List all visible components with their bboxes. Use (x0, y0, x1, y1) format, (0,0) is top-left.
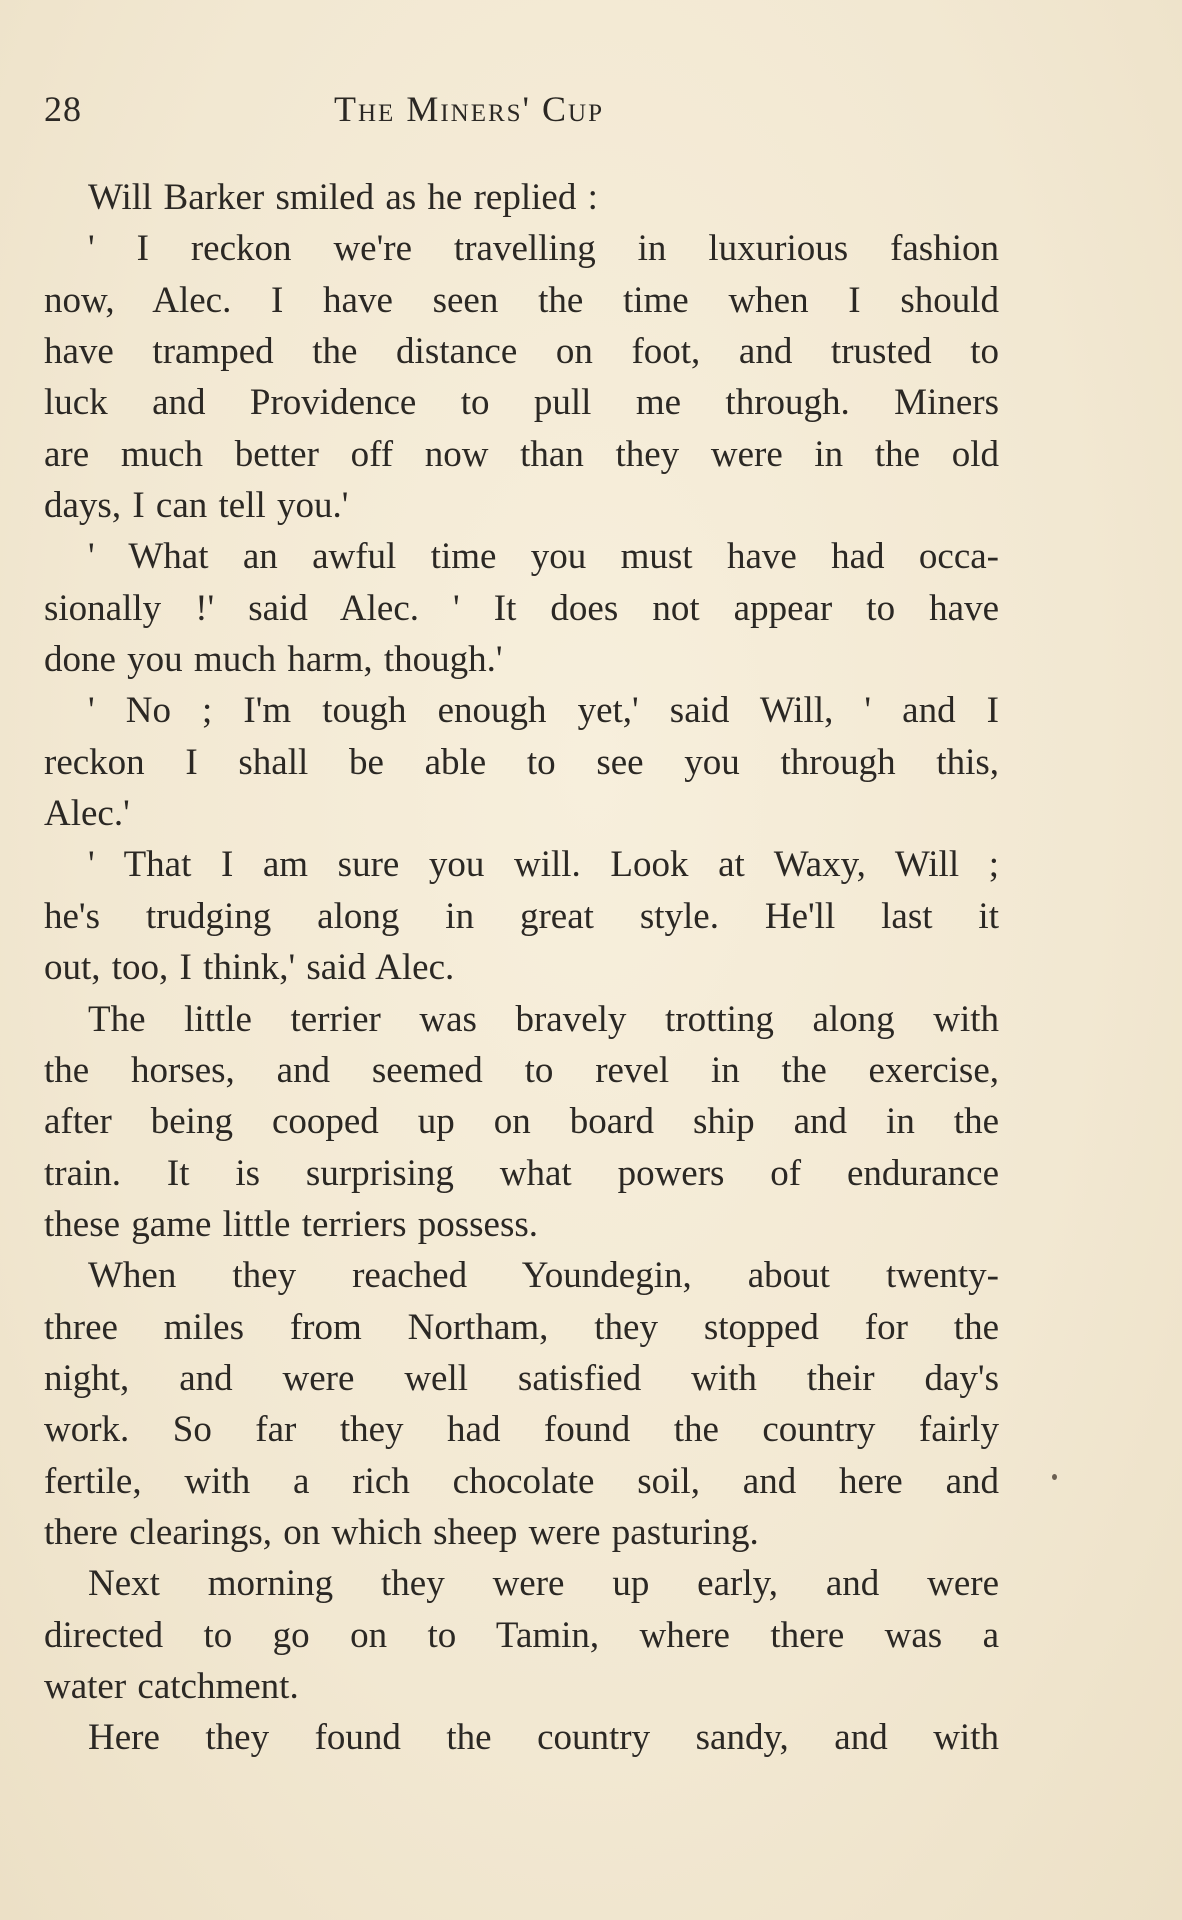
text-line: Here they found the country sandy, and with (88, 1717, 999, 1759)
text-line: after being cooped up on board ship and in the (44, 1101, 999, 1143)
text-line: ' I reckon we're travelling in luxurious fashion (88, 228, 999, 270)
text-line: directed to go on to Tamin, where there was a (44, 1614, 999, 1656)
text-line: sionally !' said Alec. ' It does not appear to have (44, 587, 999, 629)
text-line: work. So far they had found the country fairly (44, 1409, 999, 1451)
text-line: three miles from Northam, they stopped for the (44, 1306, 999, 1348)
text-line: When they reached Youndegin, about twenty- (88, 1255, 999, 1297)
text-line: water catchment. (44, 1665, 299, 1707)
text-line: have tramped the distance on foot, and trusted to (44, 331, 999, 373)
body-text (44, 172, 999, 1764)
text-line: there clearings, on which sheep were pasturing. (44, 1511, 759, 1553)
text-line: fertile, with a rich chocolate soil, and here and (44, 1460, 999, 1502)
text-line: night, and were well satisfied with their day's (44, 1357, 999, 1399)
text-line: Alec.' (44, 793, 130, 835)
text-line: these game little terriers possess. (44, 1203, 539, 1245)
text-line: now, Alec. I have seen the time when I should (44, 279, 999, 321)
text-line: ' No ; I'm tough enough yet,' said Will, ' and I (88, 690, 999, 732)
running-title: The Miners' Cup (334, 89, 605, 129)
text-line: Next morning they were up early, and were (88, 1563, 999, 1605)
text-line: luck and Providence to pull me through. Miners (44, 382, 999, 424)
text-line: The little terrier was bravely trotting along with (88, 998, 999, 1040)
text-line: days, I can tell you.' (44, 485, 349, 527)
page-number: 28 (44, 89, 82, 129)
text-line: the horses, and seemed to revel in the exercise, (44, 1049, 999, 1091)
text-line: Will Barker smiled as he replied : (88, 177, 598, 218)
text-line: he's trudging along in great style. He'll last it (44, 895, 999, 937)
text-line: out, too, I think,' said Alec. (44, 947, 455, 989)
text-line: are much better off now than they were in the old (44, 433, 999, 475)
page-header (44, 88, 1004, 138)
paper-speck (1052, 1474, 1057, 1480)
text-line: done you much harm, though.' (44, 639, 503, 681)
text-line: ' What an awful time you must have had occa- (88, 536, 999, 578)
text-line: ' That I am sure you will. Look at Waxy, Will ; (88, 844, 999, 886)
text-line: train. It is surprising what powers of endurance (44, 1152, 999, 1194)
text-line: reckon I shall be able to see you through this, (44, 741, 999, 783)
